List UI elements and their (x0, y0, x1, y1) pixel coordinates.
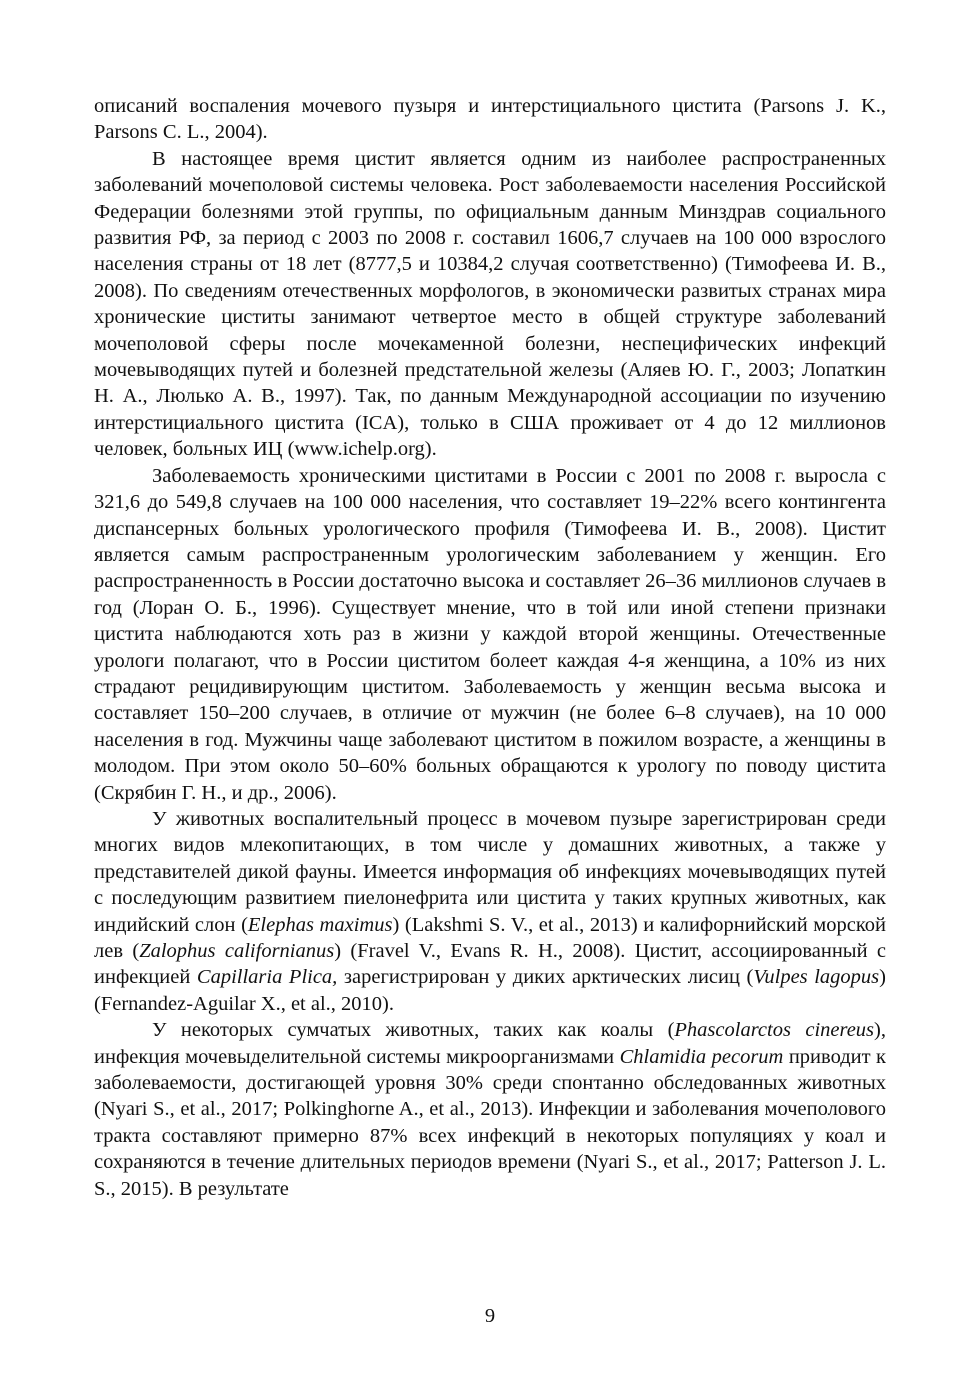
text-run: Заболеваемость хроническими циститами в России с 2001 по 2008 г. выросла с 321,6 до 549,8 случаев на 100 000 населения, что составляет 19–22% всего контингента диспансерных больных урологического профиля (Тимофеева И. В., 2008). Цистит является самым распространенным урологическим заболеванием у женщин. Его распространенность в России достаточно высока и составляет 26–36 миллионов случаев в год (Лоран О. Б., 1996). Существует мнение, что в той или иной степени признаки цистита наблюдаются хоть раз в жизни у каждой второй женщины. Отечественные урологи полагают, что в России циститом болеет каждая 4-я женщина, а 10% из них страдают рецидивирующим циститом. Заболеваемость у женщин весьма высока и составляет 150–200 случаев, в отличие от мужчин (не более 6–8 случаев), на 10 000 населения в год. Мужчины чаще заболевают циститом в пожилом возрасте, а женщины в молодом. При этом около 50–60% больных обращаются к урологу по поводу цистита (Скрябин Г. Н., и др., 2006). (94, 464, 886, 804)
text-run: У некоторых сумчатых животных, таких как коалы ( (152, 1019, 675, 1042)
text-run: ) (Fernandez-Aguilar X., et al., 2010). (94, 966, 886, 1015)
text-run: зарегистрирован у диких арктических лисиц ( (337, 966, 754, 989)
text-run: ) (Fravel V., Evans R. H., 2008). Цистит, ассоциированный с инфекцией (94, 940, 886, 989)
paragraph (94, 93, 886, 146)
italic-text: Vulpes lagopus (753, 966, 880, 989)
page-number: 9 (484, 1305, 496, 1327)
italic-text: Capillaria Plica, (196, 966, 338, 989)
page-body (94, 93, 886, 1202)
italic-text: Zalophus californianus (139, 940, 335, 962)
text-run: приводит к заболеваемости, достигающей уровня 30% среди спонтанно обследованных животных (Nyari S., et al., 2017; Polkinghorne A., et al., 2013). Инфекции и заболевания мочеполового тракта составляют примерно 87% всех инфекций в некоторых популяциях у коал и сохраняются в течение длительных периодов времени (Nyari S., et al., 2017; Patterson J. L. S., 2015). В результате (94, 1045, 886, 1200)
italic-text: Phascolarctos cinereus (674, 1019, 875, 1042)
text-run: В настоящее время цистит является одним из наиболее распространенных заболеваний мочеполовой системы человека. Рост заболеваемости населения Российской Федерации болезнями этой группы, по официальным данным Минздрав социального развития РФ, за период с 2003 по 2008 г. составил 1606,7 случаев на 100 000 взрослого населения страны от 18 лет (8777,5 и 10384,2 случая соответственно) (Тимофеева И. В., 2008). По сведениям отечественных морфологов, в экономически развитых странах мира хронические циститы занимают четвертое место в общей структуре заболеваний мочеполовой сферы после мочекаменной болезни, неспецифических инфекций мочевыводящих путей и болезней предстательной железы (Аляев Ю. Г., 2003; Лопаткин Н. А., Люлько А. В., 1997). Так, по данным Международной ассоциации по изучению интерстициального цистита (ICA), только в США проживает от 4 до 12 миллионов человек, больных ИЦ (www.ichelp.org). (94, 147, 886, 461)
italic-text: Elephas maximus (247, 913, 393, 936)
paragraph (94, 463, 886, 806)
text-run: У животных воспалительный процесс в мочевом пузыре зарегистрирован среди многих видов млекопитающих, в том числе у домашних животных, а также у представителей дикой фауны. Имеется информация об инфекциях мочевыводящих путей с последующим развитием пиелонефрита или цистита у таких крупных животных, как индийский слон ( (94, 807, 886, 936)
text-run: ), инфекция мочевыделительной системы микроорганизмами (94, 1019, 886, 1068)
text-run: ) (Lakshmi S. V., et al., 2013) и калифорнийский морской лев ( (94, 913, 886, 962)
paragraph (94, 806, 886, 1017)
italic-text: Chlamidia pecorum (619, 1045, 784, 1068)
paragraph (94, 1017, 886, 1202)
paragraph (94, 146, 886, 463)
text-run: описаний воспаления мочевого пузыря и интерстициального цистита (Parsons J. K., Parsons C. L., 2004). (94, 95, 886, 144)
